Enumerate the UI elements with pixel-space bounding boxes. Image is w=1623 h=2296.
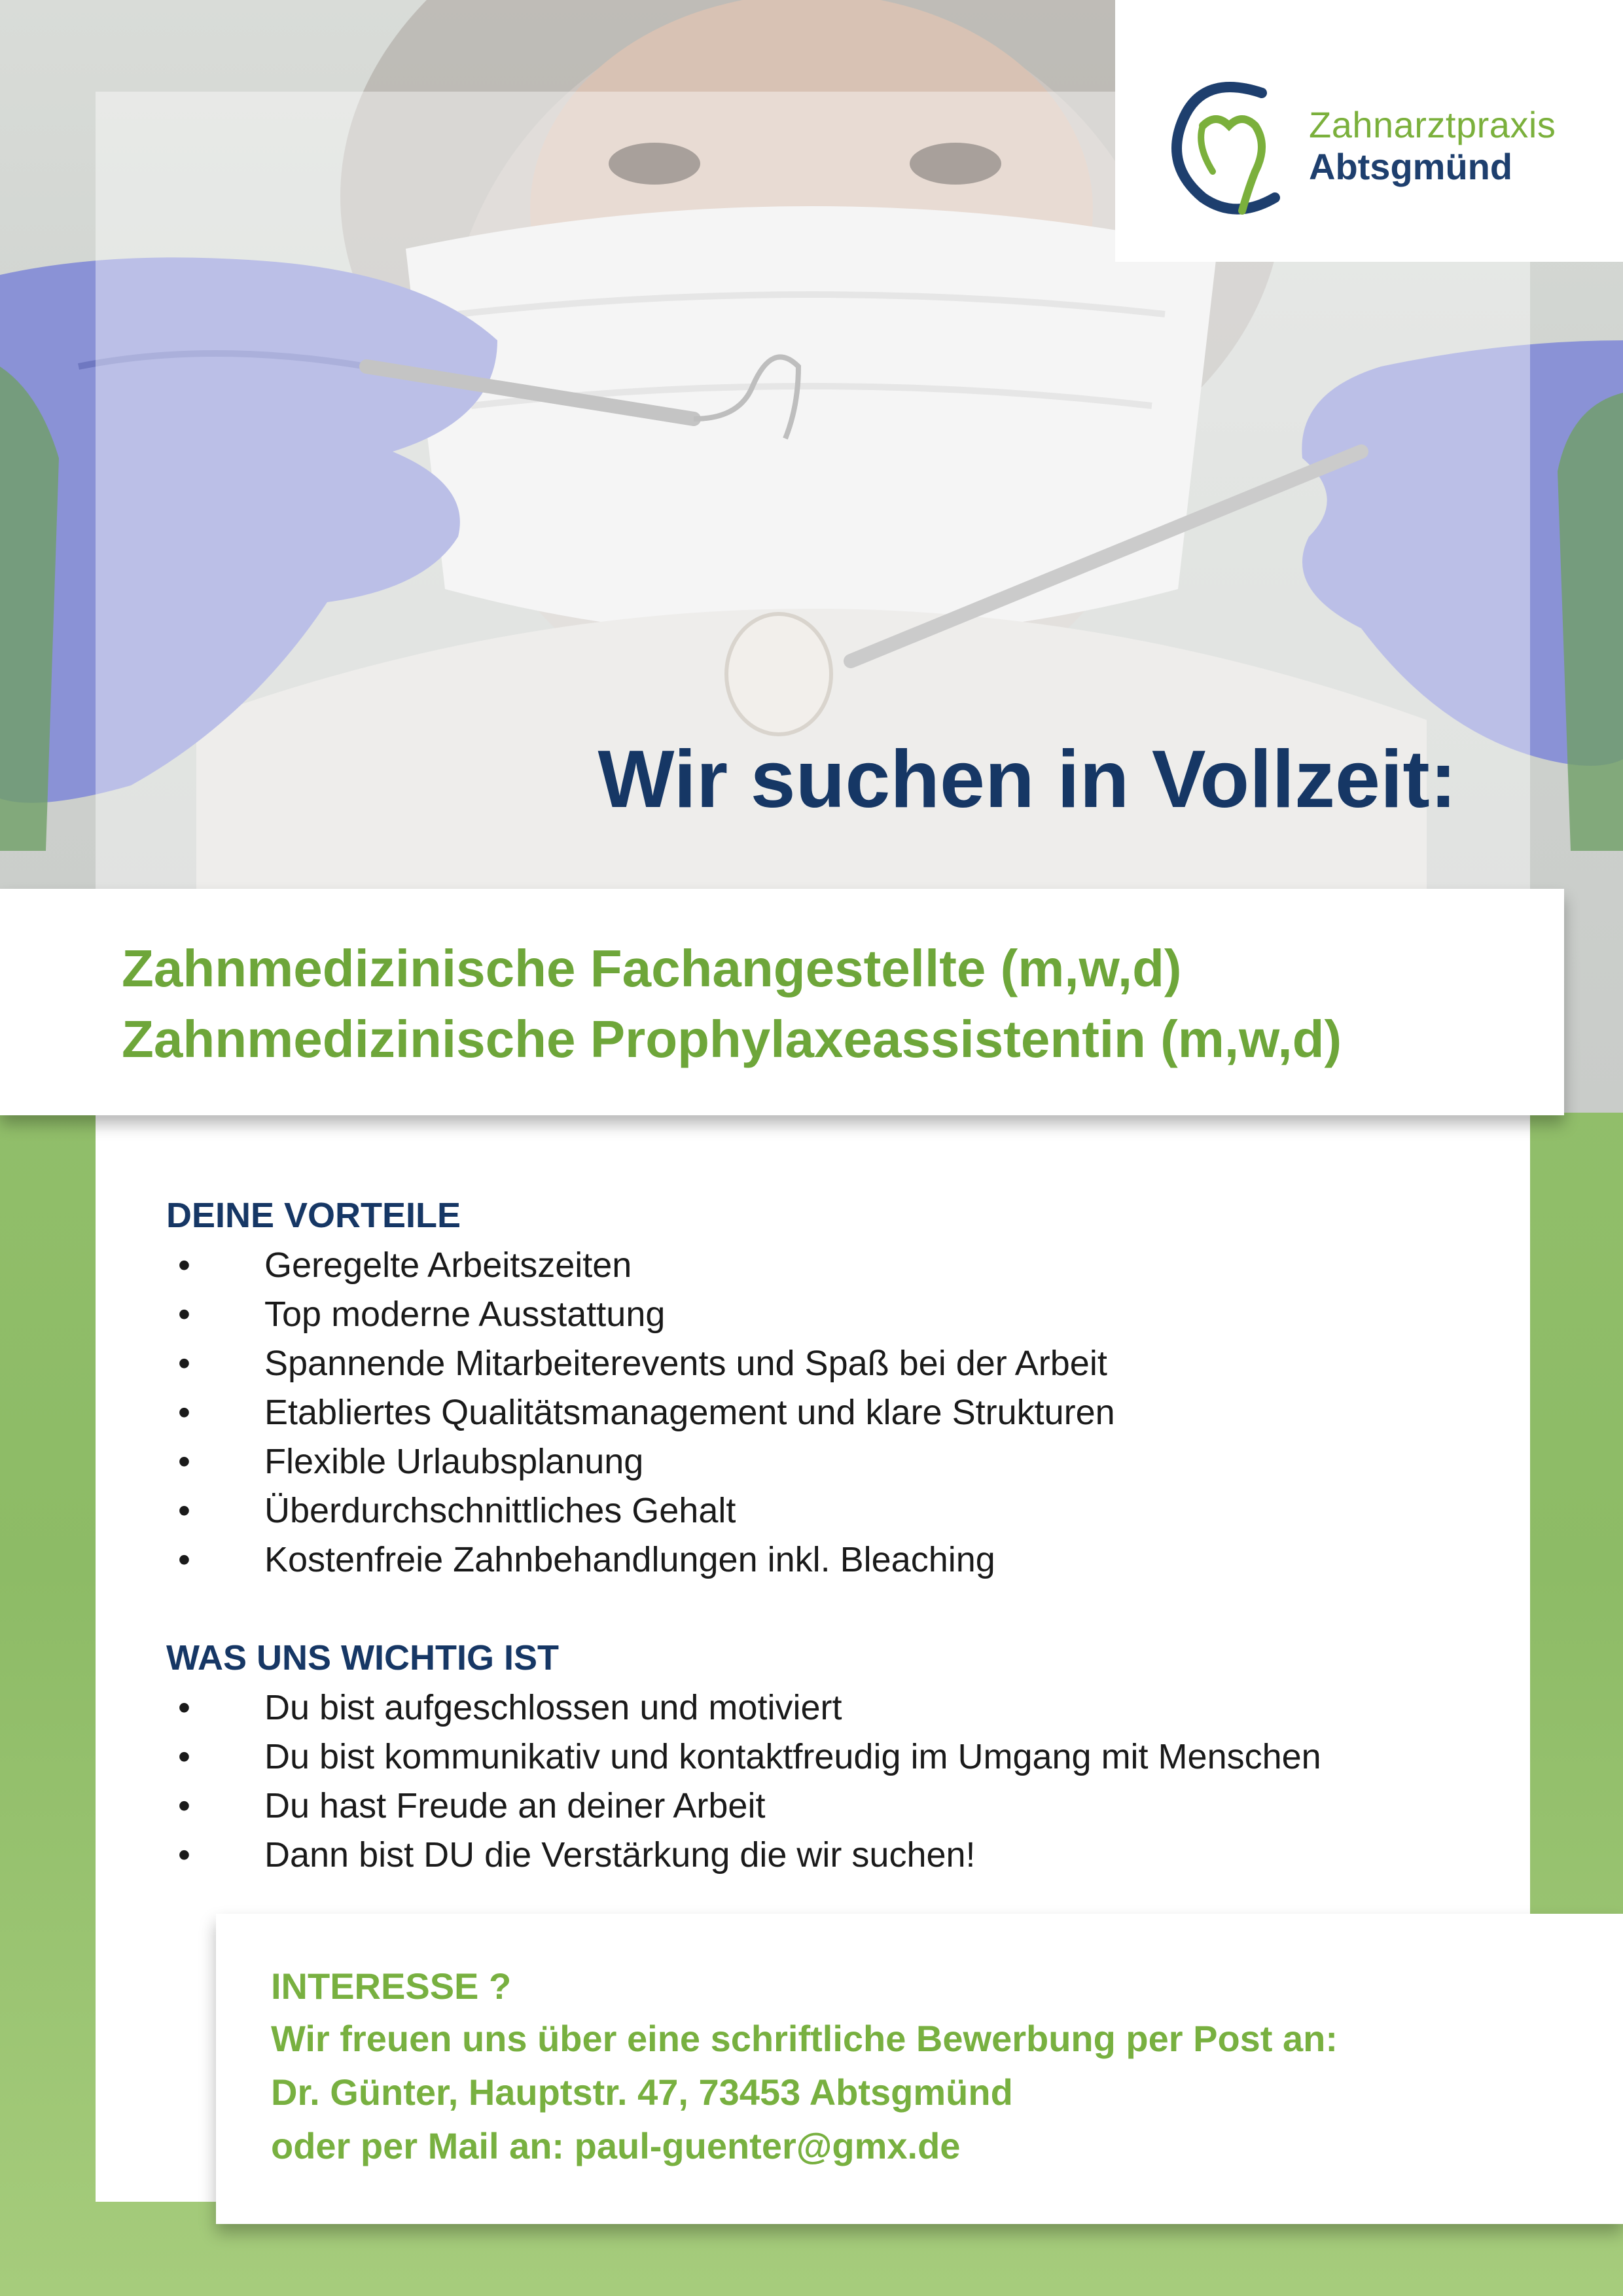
contact-email[interactable]: oder per Mail an: paul-guenter@gmx.de	[271, 2125, 961, 2166]
bullet-icon: •	[178, 1344, 190, 1383]
contact-address: Dr. Günter, Hauptstr. 47, 73453 Abtsgmünd	[271, 2072, 1013, 2113]
list-item-text: Top moderne Ausstattung	[264, 1295, 666, 1334]
list-item-text: Flexible Urlaubsplanung	[264, 1442, 644, 1481]
list-item-text: Dann bist DU die Verstärkung die wir suchen!	[264, 1835, 976, 1874]
bullet-icon: •	[178, 1491, 190, 1530]
bullet-icon: •	[178, 1442, 190, 1481]
list-item-text: Du bist aufgeschlossen und motiviert	[264, 1688, 842, 1727]
job-title-1: Zahnmedizinische Fachangestellte (m,w,d)	[122, 939, 1182, 997]
list-item-text: Etabliertes Qualitätsmanagement und klare Strukturen	[264, 1393, 1115, 1432]
requirements-title: WAS UNS WICHTIG IST	[166, 1638, 559, 1677]
bullet-icon: •	[178, 1246, 190, 1285]
logo-line-2: Abtsgmünd	[1309, 146, 1513, 187]
benefits-title: DEINE VORTEILE	[166, 1196, 461, 1235]
headline: Wir suchen in Vollzeit:	[597, 734, 1457, 825]
bullet-icon: •	[178, 1737, 190, 1776]
bullet-icon: •	[178, 1540, 190, 1579]
tooth-logo-icon	[1164, 73, 1294, 217]
bullet-icon: •	[178, 1295, 190, 1334]
contact-box	[216, 1914, 1623, 2224]
contact-heading: INTERESSE ?	[271, 1965, 512, 2007]
job-titles-banner	[0, 889, 1564, 1115]
list-item-text: Kostenfreie Zahnbehandlungen inkl. Bleaching	[264, 1540, 995, 1579]
list-item-text: Spannende Mitarbeiterevents und Spaß bei der Arbeit	[264, 1344, 1107, 1383]
logo-line-1: Zahnarztpraxis	[1309, 104, 1556, 145]
job-title-2: Zahnmedizinische Prophylaxeassistentin (m,w,d)	[122, 1010, 1342, 1068]
logo-box	[1115, 0, 1623, 262]
contact-line-1: Wir freuen uns über eine schriftliche Bewerbung per Post an:	[271, 2018, 1338, 2059]
bullet-icon: •	[178, 1688, 190, 1727]
list-item-text: Du bist kommunikativ und kontaktfreudig im Umgang mit Menschen	[264, 1737, 1321, 1776]
list-item-text: Überdurchschnittliches Gehalt	[264, 1491, 736, 1530]
list-item-text: Geregelte Arbeitszeiten	[264, 1246, 632, 1285]
bullet-icon: •	[178, 1786, 190, 1825]
bullet-icon: •	[178, 1393, 190, 1432]
bullet-icon: •	[178, 1835, 190, 1874]
list-item-text: Du hast Freude an deiner Arbeit	[264, 1786, 766, 1825]
